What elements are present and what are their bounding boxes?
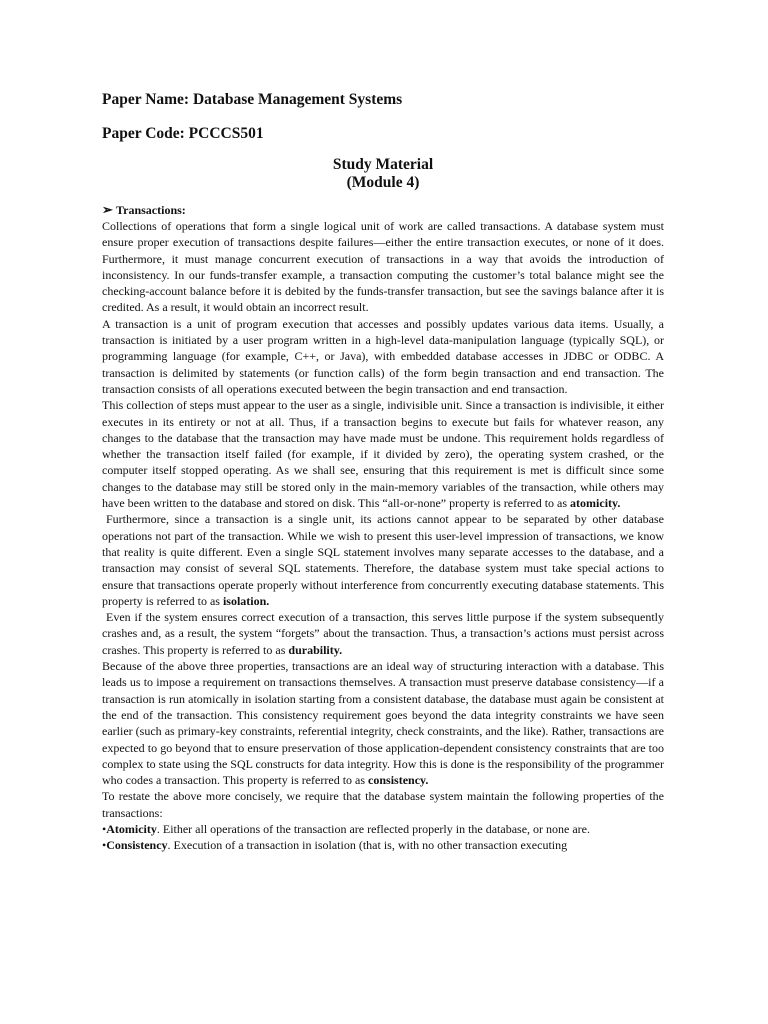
durability-term: durability. <box>288 642 343 657</box>
section-heading <box>102 202 664 218</box>
isolation-term: isolation. <box>222 593 270 608</box>
consistency-term: consistency. <box>368 773 429 788</box>
bullet-consistency-text: . Execution of a transaction in isolation (that is, with no other transaction executing <box>167 838 568 853</box>
paragraph-6 <box>102 658 664 788</box>
atomicity-term: atomicity. <box>570 496 621 511</box>
paragraph-3-text: This collection of steps must appear to the user as a single, indivisible unit. Since a transaction is indivisible, it either executes in its entirety or not at all. Thus, if a transaction begins to execute but fails for whatever reason, any changes to the database that the transaction may have made must be undone. This requirement holds regardless of whether the transaction itself failed (for example, if it divided by zero), the operating system crashed, or the computer itself stopped operating. As we shall see, ensuring that this requirement is met is difficult since some changes to the database may still be stored only in the main-memory variables of the transaction, while others may have been written to the database and stored on disk. This “all-or-none” property is referred to as <box>102 398 664 511</box>
paper-name: Paper Name: Database Management Systems <box>102 91 403 108</box>
bullet-consistency-term: Consistency <box>106 838 168 853</box>
title-block <box>102 156 664 192</box>
section-heading-text: Transactions: <box>116 203 186 217</box>
bullet-consistency <box>102 837 664 853</box>
arrow-bullet-icon: ➢ <box>102 202 113 217</box>
paragraph-4 <box>102 511 664 609</box>
bullet-atomicity-term: Atomicity <box>106 821 157 836</box>
paragraph-4-text: Furthermore, since a transaction is a single unit, its actions cannot appear to be separated by other database operations not part of the transaction. While we wish to present this user-level impression of transactions, we know that reality is quite different. Even a single SQL statement involves many separate accesses to the database, and a transaction may consist of several SQL statements. Therefore, the database system must take special actions to ensure that transactions operate properly without interference from concurrently executing database statements. This property is referred to as <box>102 512 664 608</box>
paragraph-1: Collections of operations that form a single logical unit of work are called transactions. A database system must ensure proper execution of transactions despite failures—either the entire transaction executes, or none of it does. Furthermore, it must manage concurrent execution of transactions in a way that avoids the introduction of inconsistency. In our funds-transfer example, a transaction computing the customer’s total balance might see the checking-account balance before it is debited by the funds-transfer transaction, but see the savings balance after it is credited. As a result, it would obtain an incorrect result. <box>102 219 664 315</box>
paragraph-7: To restate the above more concisely, we require that the database system maintain the following properties of the transactions: <box>102 789 664 820</box>
bullet-atomicity-text: . Either all operations of the transaction are reflected properly in the database, or none are. <box>156 821 591 836</box>
paragraph-2: A transaction is a unit of program execution that accesses and possibly updates various data items. Usually, a transaction is initiated by a user program written in a high-level data-manipulation language (typically SQL), or programming language (for example, C++, or Java), with embedded database accesses in JDBC or ODBC. A transaction is delimited by statements (or function calls) of the form begin transaction and end transaction. The transaction consists of all operations executed between the begin transaction and end transaction. <box>102 316 664 396</box>
transactions-section <box>102 202 664 854</box>
paper-code: Paper Code: PCCCS501 <box>102 125 264 142</box>
bullet-icon: • <box>102 821 107 836</box>
paragraph-5-text: Even if the system ensures correct execution of a transaction, this serves little purpose if the system subsequently crashes and, as a result, the system “forgets” about the transaction. Thus, a transaction’s actions must persist across crashes. This property is referred to as <box>102 610 664 657</box>
bullet-atomicity <box>102 821 664 837</box>
document-page <box>102 90 664 854</box>
bullet-icon: • <box>102 838 107 853</box>
paragraph-5 <box>102 609 664 658</box>
module-title: (Module 4) <box>346 174 420 191</box>
study-material-title: Study Material <box>332 156 434 173</box>
paragraph-6-text: Because of the above three properties, transactions are an ideal way of structuring interaction with a database. This leads us to impose a requirement on transactions themselves. A transaction must preserve database consistency—if a transaction is run atomically in isolation starting from a consistent database, the database must again be consistent at the end of the transaction. This consistency requirement goes beyond the data integrity constraints we have seen earlier (such as primary-key constraints, referential integrity, check constraints, and the like). Rather, transactions are expected to go beyond that to ensure preservation of those application-dependent consistency constraints that are too complex to state using the SQL constructs for data integrity. How this is done is the responsibility of the programmer who codes a transaction. This property is referred to as <box>102 659 665 788</box>
paragraph-3 <box>102 397 664 511</box>
